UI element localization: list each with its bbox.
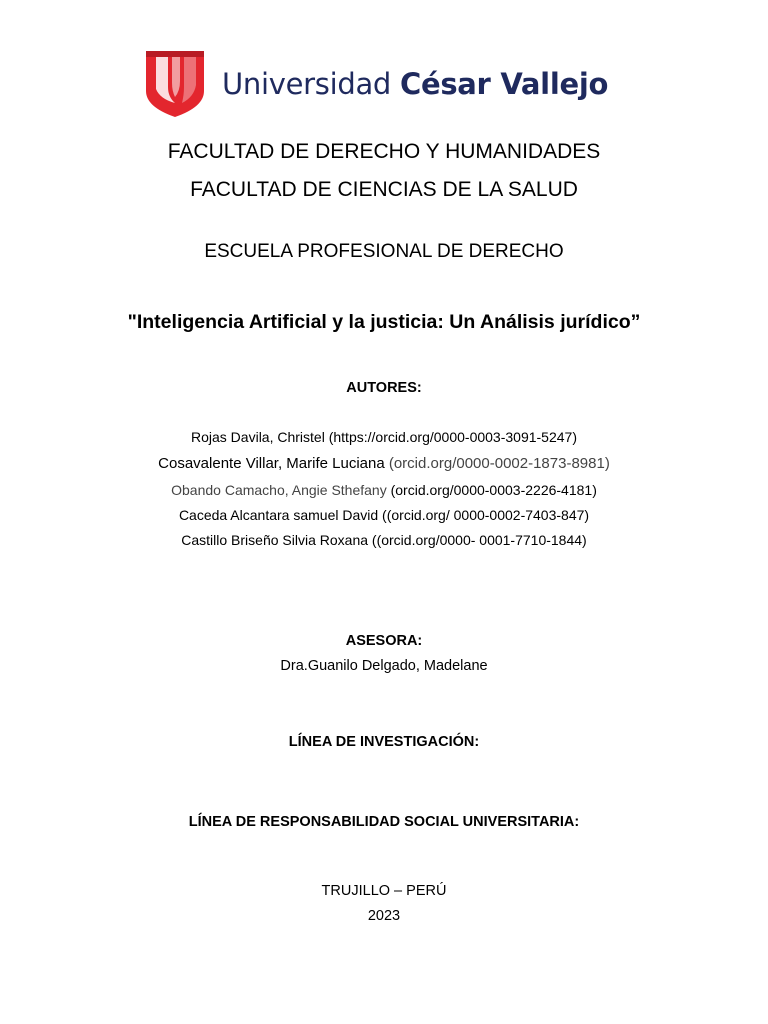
author-orcid: (orcid.org/0000-0003-2226-4181) (390, 482, 597, 498)
faculty-health: FACULTAD DE CIENCIAS DE LA SALUD (190, 178, 578, 201)
author-orcid: (https://orcid.org/0000-0003-3091-5247) (328, 429, 577, 445)
university-name-bold: César Vallejo (399, 67, 609, 101)
author-name: Cosavalente Villar, Marife Luciana (158, 455, 389, 472)
university-shield-icon (146, 51, 204, 117)
author-name: Castillo Briseño Silvia Roxana (181, 532, 372, 548)
university-name-regular: Universidad (222, 67, 400, 101)
author-name: Obando Camacho, Angie Sthefany (171, 482, 391, 498)
author-orcid: (orcid.org/0000-0002-1873-8981) (388, 455, 610, 472)
author-name: Rojas Davila, Christel (191, 429, 329, 445)
author-line (0, 482, 768, 498)
author-line (0, 429, 768, 445)
author-orcid: ((orcid.org/ 0000-0002-7403-847) (382, 507, 590, 523)
author-line (0, 507, 768, 523)
thesis-title: "Inteligencia Artificial y la justicia: Un Análisis jurídico” (127, 311, 641, 333)
author-line (0, 532, 768, 548)
research-line-label: LÍNEA DE INVESTIGACIÓN: (288, 734, 480, 750)
university-name (222, 67, 608, 101)
author-line (0, 455, 768, 472)
social-line-label: LÍNEA DE RESPONSABILIDAD SOCIAL UNIVERSITARIA: (188, 814, 580, 830)
school-name: ESCUELA PROFESIONAL DE DERECHO (204, 241, 564, 262)
author-orcid: ((orcid.org/0000- 0001-7710-1844) (371, 532, 587, 548)
authors-label: AUTORES: (346, 380, 422, 396)
faculty-law: FACULTAD DE DERECHO Y HUMANIDADES (167, 140, 601, 163)
year: 2023 (367, 908, 401, 924)
university-logo (146, 50, 608, 118)
advisor-name: Dra.Guanilo Delgado, Madelane (280, 658, 488, 674)
place: TRUJILLO – PERÚ (321, 883, 447, 899)
advisor-label: ASESORA: (345, 633, 423, 649)
author-name: Caceda Alcantara samuel David (178, 507, 383, 523)
